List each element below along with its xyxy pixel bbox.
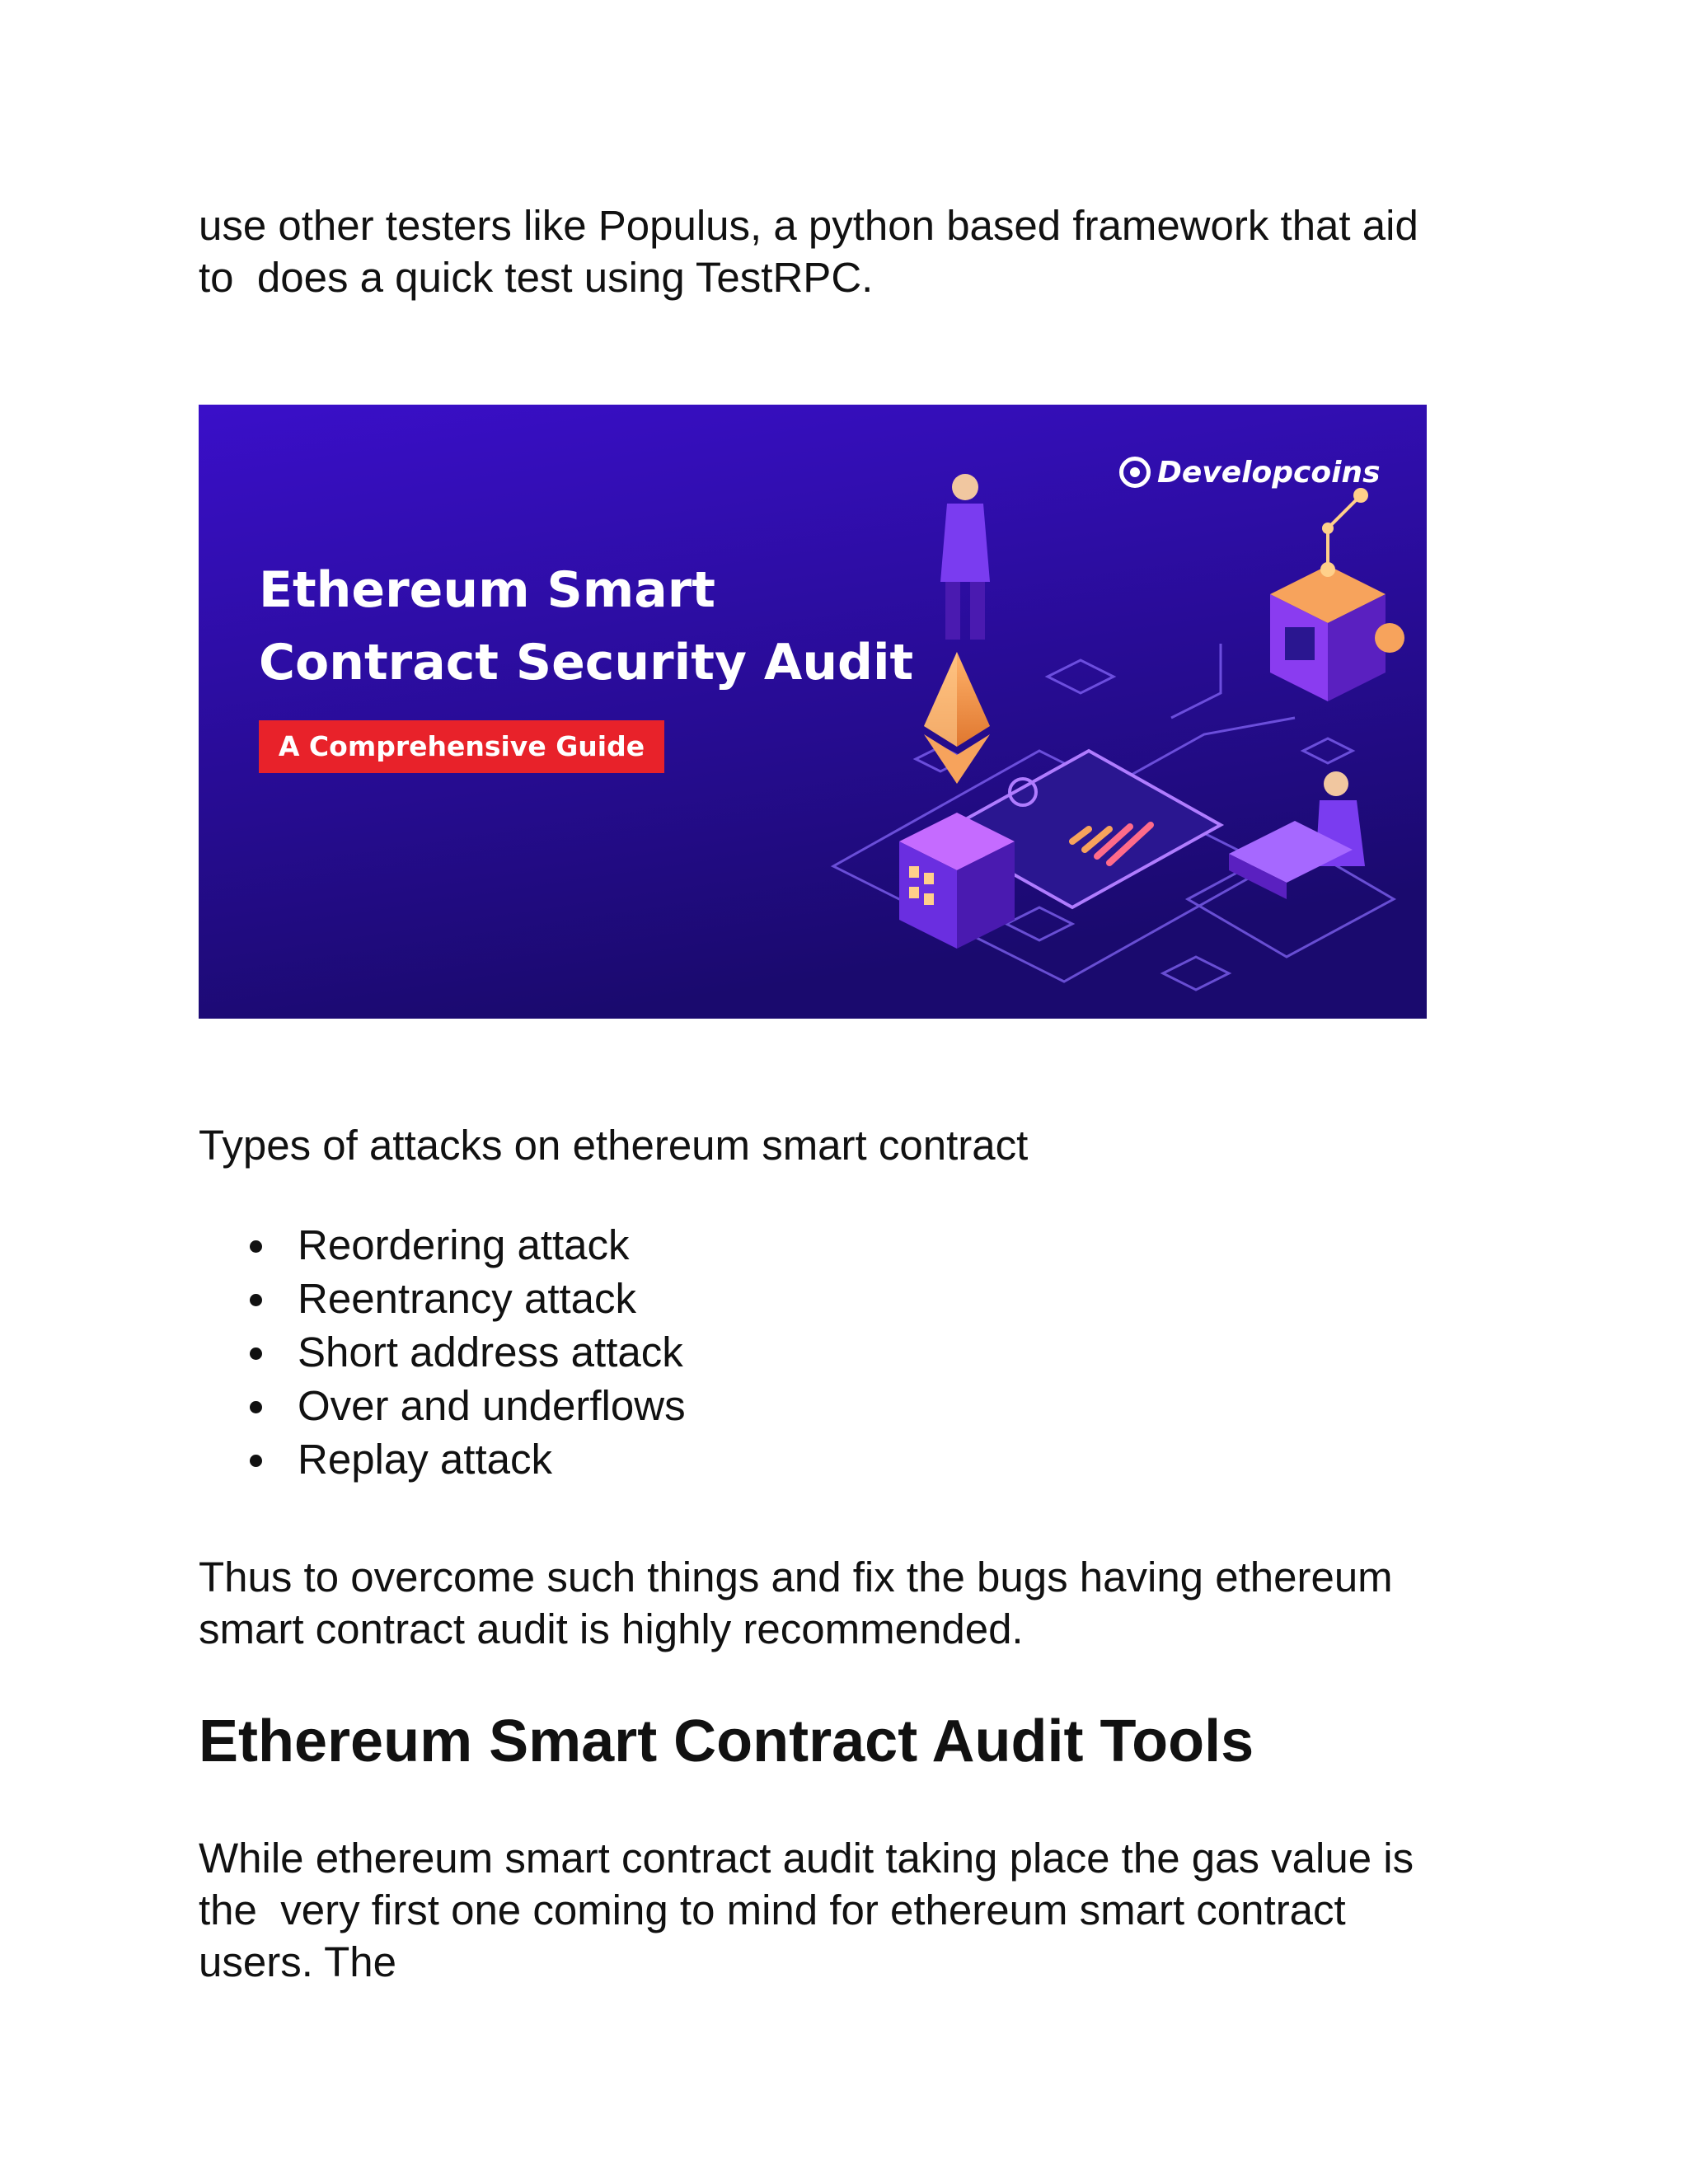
tools-paragraph: While ethereum smart contract audit taking place the gas value is the very first one coming to mind for ethereum smart contract users. The bbox=[199, 1835, 1414, 1985]
list-item: Replay attack bbox=[199, 1432, 686, 1486]
list-item: Reordering attack bbox=[199, 1218, 686, 1272]
bullet-icon bbox=[250, 1240, 262, 1253]
conclusion-paragraph: Thus to overcome such things and fix the bugs having ethereum smart contract audit is highly recommended. bbox=[199, 1554, 1393, 1652]
banner-title-line2: Contract Security Audit bbox=[259, 634, 914, 691]
section-heading: Ethereum Smart Contract Audit Tools bbox=[199, 1708, 1254, 1774]
banner-title-line1: Ethereum Smart bbox=[259, 561, 715, 619]
logo-mark-icon bbox=[1119, 457, 1151, 488]
attacks-intro: Types of attacks on ethereum smart contract bbox=[199, 1122, 1029, 1169]
bullet-icon bbox=[250, 1294, 262, 1306]
list-item: Over and underflows bbox=[199, 1379, 686, 1432]
article-banner-image bbox=[199, 405, 1427, 1019]
banner-tag: A Comprehensive Guide bbox=[259, 720, 664, 773]
list-item: Short address attack bbox=[199, 1325, 686, 1379]
intro-paragraph: use other testers like Populus, a python based framework that aid to does a quick test using TestRPC. bbox=[199, 202, 1418, 301]
logo-text: Developcoins bbox=[1157, 455, 1381, 490]
attacks-list bbox=[199, 1218, 686, 1486]
bullet-icon bbox=[250, 1347, 262, 1360]
list-item: Reentrancy attack bbox=[199, 1272, 686, 1325]
bullet-icon bbox=[250, 1401, 262, 1413]
developcoins-logo bbox=[1119, 448, 1381, 497]
bullet-icon bbox=[250, 1455, 262, 1467]
